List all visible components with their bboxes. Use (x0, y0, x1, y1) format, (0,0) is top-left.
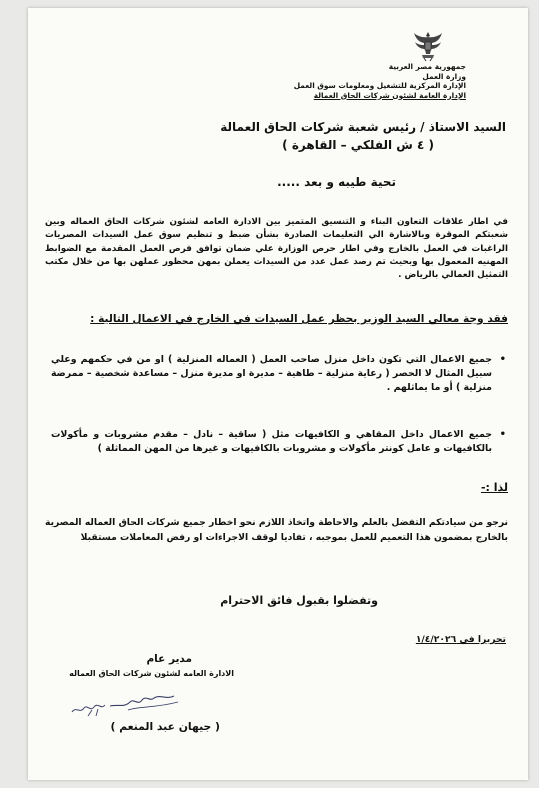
list-item (51, 353, 506, 395)
signatory-department: الادارة العامه لشئون شركات الحاق العماله (69, 669, 234, 678)
eagle-emblem-icon (413, 30, 443, 62)
intro-paragraph: في اطار علاقات التعاون البناء و التنسيق المتميز بين الادارة العامه لشئون شركات الحاق العماله وبين شعبتكم الموقرة وبالاشارة الي التعليمات الصادرة بشأن ضبط و تنظيم سوق عمل السيدات المصريات الراغبات في العمل بالخارج وفي اطار حرص الوزارة علي ضمان توافق فرص العمل المقدمة مع الضوابط المهنيه المعمول بها وبحيث تم رصد عمل عدد من السيدات يعملن بمهن محظور عملهن بها من خلال مكتب التمثيل العمالي بالرياض . (45, 217, 508, 281)
document-page (28, 8, 528, 780)
therefore-label: لذا :- (480, 481, 508, 494)
list-item (51, 428, 506, 456)
letterhead-line: الإدارة المركزية للتشغيل ومعلومات سوق العمل (293, 81, 466, 90)
addressee-block (46, 118, 506, 154)
addressee-address: ( ٤ ش الفلكي – القاهرة ) (282, 138, 434, 152)
letterhead-line: وزارة العمل (422, 71, 466, 81)
letterhead-line: الإدارة العامة لشئون شركات الحاق العمالة (313, 90, 466, 100)
addressee-line: السيد الاستاذ / رئيس شعبة شركات الحاق العمالة (220, 120, 506, 134)
bullet-icon: • (499, 429, 506, 440)
closing-line: وتفضلوا بقبول فائق الاحترام (220, 594, 378, 607)
list-item-text: جميع الاعمال داخل المقاهي و الكافيهات مثل ( ساقية – نادل – مقدم مشروبات و مأكولات بالكافيهات و عامل كونتر مأكولات و مشروبات بالكافيهات و غيرها من المهن المماثلة ) (51, 429, 492, 454)
signatory-name: ( جيهان عبد المنعم ) (110, 720, 220, 733)
bullet-icon: • (499, 354, 506, 365)
handwritten-signature (68, 686, 198, 722)
letterhead-line: جمهورية مصر العربية (388, 62, 466, 71)
list-item-text: جميع الاعمال التي تكون داخل منزل صاحب العمل ( العماله المنزلية ) او من في حكمهم وعلي سبيل المثال لا الحصر ( رعاية منزلية – طاهية – مديرة او مديرة منزل – مساعدة شخصية – ممرضة منزلية ) أو ما يماثلهم . (51, 354, 492, 393)
greeting: تحية طيبه و بعد ..... (277, 175, 396, 189)
letterhead (266, 62, 466, 100)
issue-date: تحريرا في ١/٤/٢٠٢٦ (415, 634, 506, 645)
signatory-title: مدير عام (146, 653, 192, 665)
request-paragraph: نرجو من سيادتكم التفضل بالعلم والاحاطة واتخاذ اللازم نحو اخطار جميع شركات الحاق العماله المصرية بالخارج بمضمون هذا التعميم للعمل بموجبه ، تفاديا لوقف الاجراءات او رفض المعاملات مستقبلا (45, 517, 508, 543)
declaration-heading: فقد وجة معالي السيد الوزير بحظر عمل السيدات في الخارج في الاعمال التالية : (90, 313, 508, 325)
